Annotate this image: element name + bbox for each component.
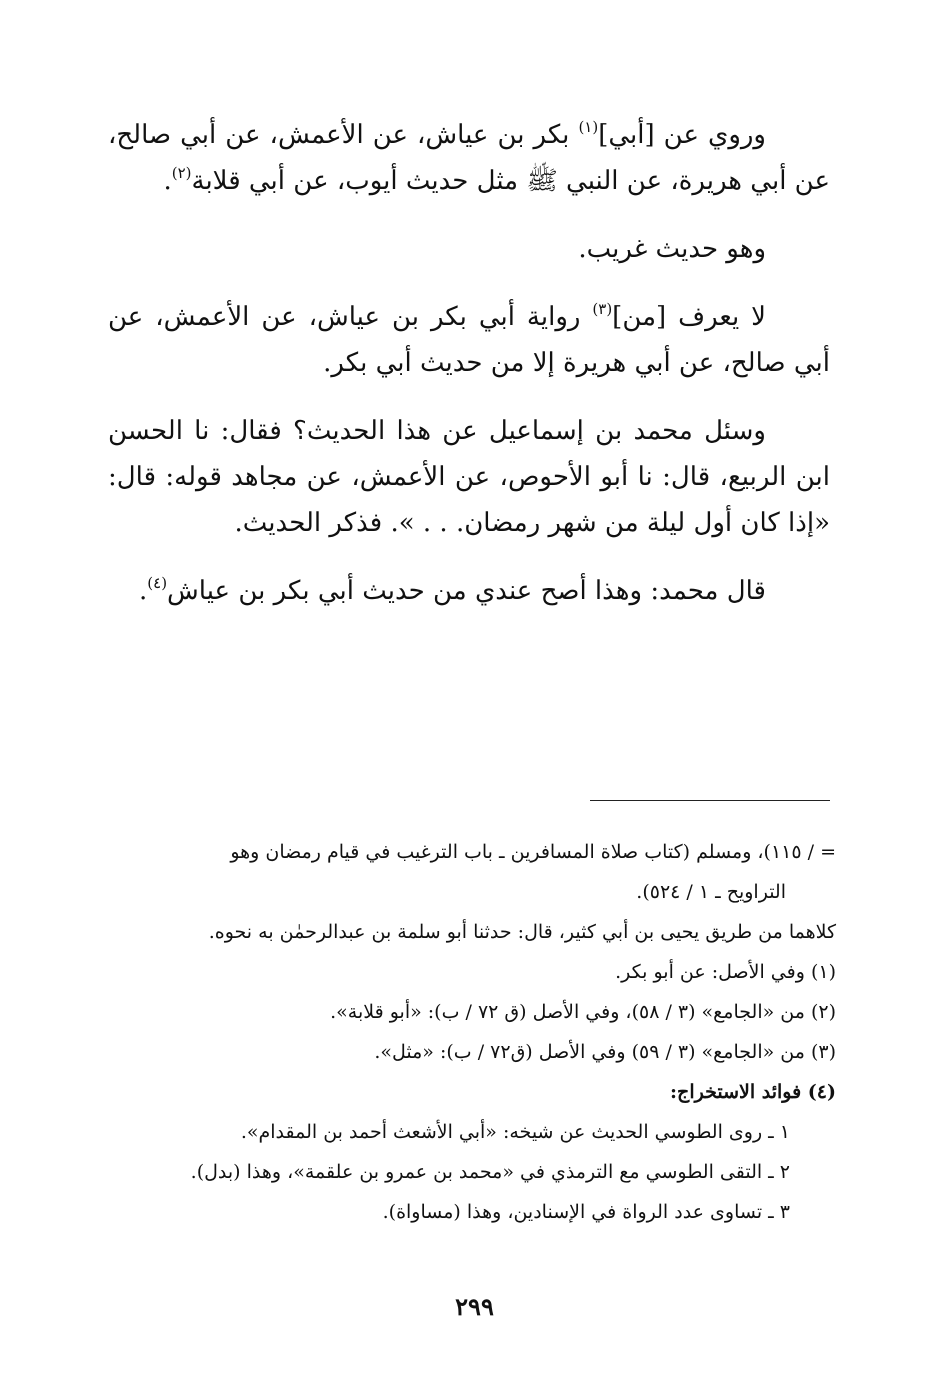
paragraph-1-text-c: . xyxy=(163,166,172,196)
footnote-ref-3[interactable]: (٣) xyxy=(592,300,613,318)
footnote-2: (٢) من «الجامع» (٣ / ٥٨)، وفي الأصل (ق ٧٢ / ب): «أبو قلابة». xyxy=(330,1001,836,1023)
paragraph-5-text-b: . xyxy=(139,576,148,606)
paragraph-5 xyxy=(108,568,830,614)
paragraph-1-text-a: وروي عن [أبي] xyxy=(598,120,766,150)
paragraph-2: وهو حديث غريب. xyxy=(578,234,766,264)
footnote-1: (١) وفي الأصل: عن أبو بكر. xyxy=(615,961,836,983)
footnote-4-item-1: ١ ـ روى الطوسي الحديث عن شيخه: «أبي الأشعث أحمد بن المقدام». xyxy=(240,1121,790,1143)
paragraph-5-text-a: قال محمد: وهذا أصح عندي من حديث أبي بكر بن عياش xyxy=(167,576,766,606)
paragraph-3 xyxy=(108,294,830,386)
footnote-separator xyxy=(590,800,830,801)
paragraph-4: وسئل محمد بن إسماعيل عن هذا الحديث؟ فقال: نا الحسن ابن الربيع، قال: نا أبو الأحوص، عن الأعمش، عن مجاهد قوله: قال: «إذا كان أول ليلة من شهر رمضان. . . ». فذكر الحديث. xyxy=(108,416,830,538)
footnote-continuation-line-2: التراويح ـ ١ / ٥٢٤). xyxy=(636,881,786,903)
footnote-continuation-line-1: = / ١١٥)، ومسلم (كتاب صلاة المسافرين ـ باب الترغيب في قيام رمضان وهو xyxy=(230,841,836,863)
footnote-continuation-line-3: كلاهما من طريق يحيى بن أبي كثير، قال: حدثنا أبو سلمة بن عبدالرحمٰن به نحوه. xyxy=(208,921,836,943)
paragraph-3-text-b: رواية أبي بكر بن عياش، عن الأعمش، عن أبي صالح، عن أبي هريرة إلا من حديث أبي بكر. xyxy=(108,302,830,378)
footnote-ref-1[interactable]: (١) xyxy=(578,118,599,136)
footnote-ref-4[interactable]: (٤) xyxy=(147,574,168,592)
footnote-4-title: (٤) فوائد الاستخراج: xyxy=(670,1081,836,1103)
main-text-block xyxy=(108,112,830,614)
page-number: ٢٩٩ xyxy=(455,1292,494,1321)
paragraph-1-text-b: بكر بن عياش، عن الأعمش، عن أبي صالح، عن أبي هريرة، عن النبي ﷺ مثل حديث أيوب، عن أبي قلابة xyxy=(108,120,830,196)
footnotes-block xyxy=(108,832,836,1232)
footnote-4-item-2: ٢ ـ التقى الطوسي مع الترمذي في «محمد بن عمرو بن علقمة»، وهذا (بدل). xyxy=(190,1161,790,1183)
footnote-ref-2[interactable]: (٢) xyxy=(171,164,192,182)
paragraph-3-text-a: لا يعرف [من] xyxy=(612,302,766,332)
paragraph-1 xyxy=(108,112,830,204)
footnote-3: (٣) من «الجامع» (٣ / ٥٩) وفي الأصل (ق٧٢ / ب): «مثل». xyxy=(374,1041,836,1063)
footnote-4-item-3: ٣ ـ تساوى عدد الرواة في الإسنادين، وهذا (مساواة). xyxy=(382,1201,790,1223)
